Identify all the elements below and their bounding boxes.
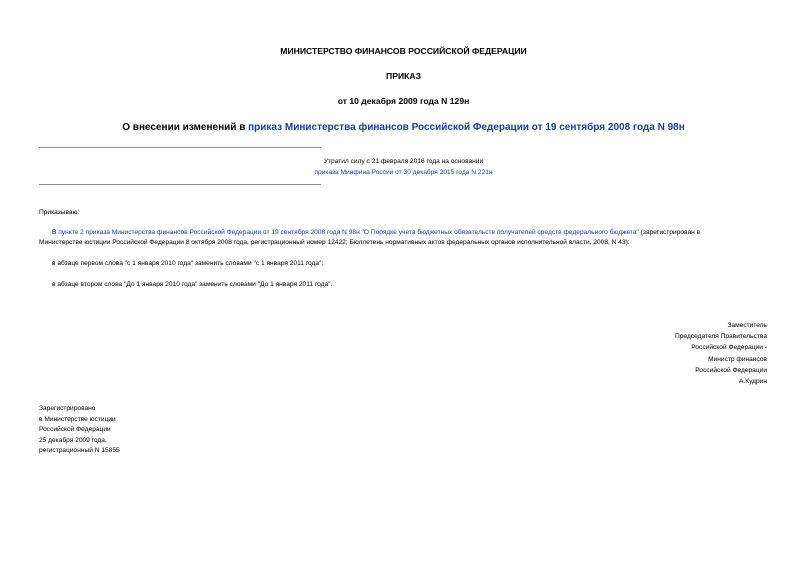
signature-line: Министр финансов — [708, 355, 767, 363]
signature-line: Председателя Правительства — [675, 333, 767, 341]
doc-title — [0, 122, 807, 133]
clause-link[interactable]: пункте 2 приказа Министерства финансов Российской Федерации от 19 сентября 2008 года N 98н "О Порядке учета бюджетных обязательств получателей средств федерального бюджета" — [58, 229, 639, 236]
paragraph-1-suffix: (зарегистрирован в — [638, 229, 701, 236]
signature-block — [547, 320, 767, 387]
doc-title-prefix: О внесении изменений в — [122, 122, 249, 133]
top-divider — [39, 147, 321, 148]
paragraph-3: в абзаце втором слова "До 1 января 2010 года" заменить словами "До 1 января 2011 года". — [52, 281, 333, 288]
doc-date-heading: от 10 декабря 2009 года N 129н — [337, 96, 470, 106]
paragraph-2: в абзаце первом слова "с 1 января 2010 года" заменить словами "с 1 января 2011 года"; — [52, 260, 324, 267]
repeal-order-link[interactable]: приказа Минфина России от 30 декабря 2015 года N 221н — [314, 169, 493, 176]
paragraph-1-line1 — [52, 228, 700, 237]
registration-line: 25 декабря 2009 года, — [39, 436, 107, 444]
signature-line: А.Кудрин — [739, 378, 767, 386]
bottom-divider — [39, 184, 321, 185]
signature-line: Заместитель — [727, 322, 767, 329]
signature-line: Российской Федерации — [695, 366, 767, 374]
registration-line: Российской Федерации — [39, 426, 111, 434]
registration-line: в Министерстве юстиции — [39, 415, 116, 423]
ministry-heading: МИНИСТЕРСТВО ФИНАНСОВ РОССИЙСКОЙ ФЕДЕРАЦИИ — [280, 46, 527, 56]
paragraph-1-prefix: В — [52, 229, 59, 236]
registration-line: регистрационный N 15855 — [39, 447, 120, 455]
amended-order-link[interactable]: приказ Министерства финансов Российской Федерации от 19 сентября 2008 года N 98н — [248, 122, 685, 133]
paragraph-1-line2: Министерстве юстиции Российской Федерации 8 октября 2008 года, регистрационный номер 12422; Бюллетень нормативных актов федеральных органов исполнительной власти, 2008, N 43): — [39, 239, 630, 246]
intro-text: Приказываю: — [39, 209, 80, 216]
doc-type-heading: ПРИКАЗ — [386, 71, 421, 81]
registration-block — [39, 404, 120, 457]
registration-line: Зарегистрировано — [39, 405, 96, 412]
status-note-line2 — [0, 169, 807, 176]
status-note-line1: Утратил силу с 21 февраля 2016 года на основании — [323, 158, 484, 165]
signature-line: Российской Федерации - — [691, 344, 767, 352]
